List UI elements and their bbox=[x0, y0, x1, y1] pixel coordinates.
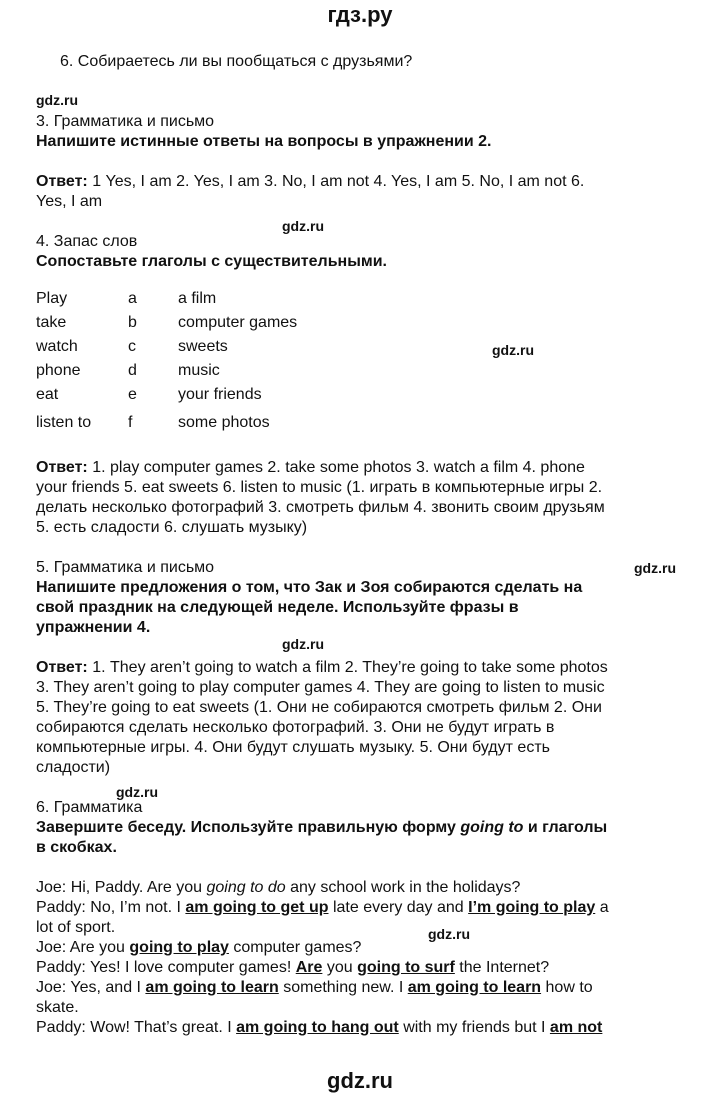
table-row bbox=[36, 414, 297, 438]
dialogue-line: lot of sport. bbox=[36, 919, 116, 936]
question-6-line: 6. Собираетесь ли вы пообщаться с друзьями? bbox=[60, 53, 413, 70]
answer-label: Ответ: bbox=[36, 659, 88, 676]
letter-cell: c bbox=[128, 338, 136, 355]
ex3-heading: 3. Грамматика и письмо bbox=[36, 113, 215, 130]
ex5-task-line1: Напишите предложения о том, что Зак и Зоя собираются сделать на bbox=[36, 579, 583, 596]
ex5-task-line2: свой праздник на следующей неделе. Используйте фразы в bbox=[36, 599, 519, 616]
ex5-task-line3: упражнении 4. bbox=[36, 619, 151, 636]
letter-cell: e bbox=[128, 386, 137, 403]
ex5-answer-line2: 3. They aren’t going to play computer games 4. They are going to listen to music bbox=[36, 679, 605, 696]
noun-cell: some photos bbox=[178, 414, 270, 431]
verb-cell: Play bbox=[36, 290, 68, 307]
letter-cell: a bbox=[128, 290, 137, 307]
ex3-task: Напишите истинные ответы на вопросы в упражнении 2. bbox=[36, 133, 492, 150]
noun-cell: computer games bbox=[178, 314, 298, 331]
verb-cell: phone bbox=[36, 362, 81, 379]
watermark: gdz.ru bbox=[116, 784, 158, 800]
dialogue-line: Joe: Are you going to play computer games? bbox=[36, 939, 362, 956]
watermark: gdz.ru bbox=[428, 926, 470, 942]
verb-cell: take bbox=[36, 314, 67, 331]
ex3-answer-line2: Yes, I am bbox=[36, 193, 103, 210]
page-footer-title: gdz.ru bbox=[327, 1068, 393, 1093]
watermark: gdz.ru bbox=[492, 342, 534, 358]
dialogue-line: Paddy: Wow! That’s great. I am going to hang out with my friends but I am not bbox=[36, 1019, 603, 1036]
ex4-answer-line3: делать несколько фотографий 3. смотреть фильм 4. звонить своим друзьям bbox=[36, 499, 605, 516]
letter-cell: b bbox=[128, 314, 137, 331]
ex6-task-line2: в скобках. bbox=[36, 839, 117, 856]
ex3-answer-line1: Ответ: 1 Yes, I am 2. Yes, I am 3. No, I am not 4. Yes, I am 5. No, I am not 6. bbox=[36, 173, 585, 190]
table-row bbox=[36, 290, 297, 314]
ex4-task: Сопоставьте глаголы с существительными. bbox=[36, 253, 387, 270]
ex5-answer-line6: сладости) bbox=[36, 759, 111, 776]
letter-cell: f bbox=[128, 414, 133, 431]
ex4-answer-line2: your friends 5. eat sweets 6. listen to music (1. играть в компьютерные игры 2. bbox=[36, 479, 603, 496]
dialogue-line: Joe: Yes, and I am going to learn something new. I am going to learn how to bbox=[36, 979, 593, 996]
noun-cell: your friends bbox=[178, 386, 262, 403]
page-header-title: гдз.ру bbox=[327, 2, 393, 27]
watermark: gdz.ru bbox=[36, 92, 78, 108]
letter-cell: d bbox=[128, 362, 137, 379]
ex5-answer-line3: 5. They’re going to eat sweets (1. Они не собираются смотреть фильм 2. Они bbox=[36, 699, 602, 716]
answer-label: Ответ: bbox=[36, 173, 88, 190]
ex4-answer-line1: Ответ: 1. play computer games 2. take some photos 3. watch a film 4. phone bbox=[36, 459, 585, 476]
noun-cell: a film bbox=[178, 290, 217, 307]
ex5-heading: 5. Грамматика и письмо bbox=[36, 559, 215, 576]
ex5-answer-line1: Ответ: 1. They aren’t going to watch a film 2. They’re going to take some photos bbox=[36, 659, 608, 676]
watermark: gdz.ru bbox=[634, 560, 676, 576]
verb-noun-table bbox=[36, 290, 297, 438]
watermark: gdz.ru bbox=[282, 218, 324, 234]
verb-cell: listen to bbox=[36, 414, 92, 431]
table-row bbox=[36, 314, 297, 338]
table-row bbox=[36, 338, 297, 362]
verb-cell: eat bbox=[36, 386, 59, 403]
noun-cell: music bbox=[178, 362, 220, 379]
dialogue-line: Paddy: Yes! I love computer games! Are you going to surf the Internet? bbox=[36, 959, 550, 976]
dialogue-line: Joe: Hi, Paddy. Are you going to do any school work in the holidays? bbox=[36, 879, 521, 896]
ex5-answer-line4: собираются сделать несколько фотографий. 3. Они не будут играть в bbox=[36, 719, 555, 736]
dialogue-line: skate. bbox=[36, 999, 79, 1016]
verb-cell: watch bbox=[36, 338, 78, 355]
ex5-answer-line5: компьютерные игры. 4. Они будут слушать музыку. 5. Они будут есть bbox=[36, 739, 550, 756]
noun-cell: sweets bbox=[178, 338, 228, 355]
ex4-heading: 4. Запас слов bbox=[36, 233, 138, 250]
table-row bbox=[36, 386, 297, 414]
dialogue-line: Paddy: No, I’m not. I am going to get up late every day and I’m going to play a bbox=[36, 899, 609, 916]
answer-label: Ответ: bbox=[36, 459, 88, 476]
ex4-answer-line4: 5. есть сладости 6. слушать музыку) bbox=[36, 519, 308, 536]
ex6-task-line1: Завершите беседу. Используйте правильную форму going to и глаголы bbox=[36, 819, 608, 836]
watermark: gdz.ru bbox=[282, 636, 324, 652]
table-row bbox=[36, 362, 297, 386]
ex6-heading: 6. Грамматика bbox=[36, 799, 143, 816]
